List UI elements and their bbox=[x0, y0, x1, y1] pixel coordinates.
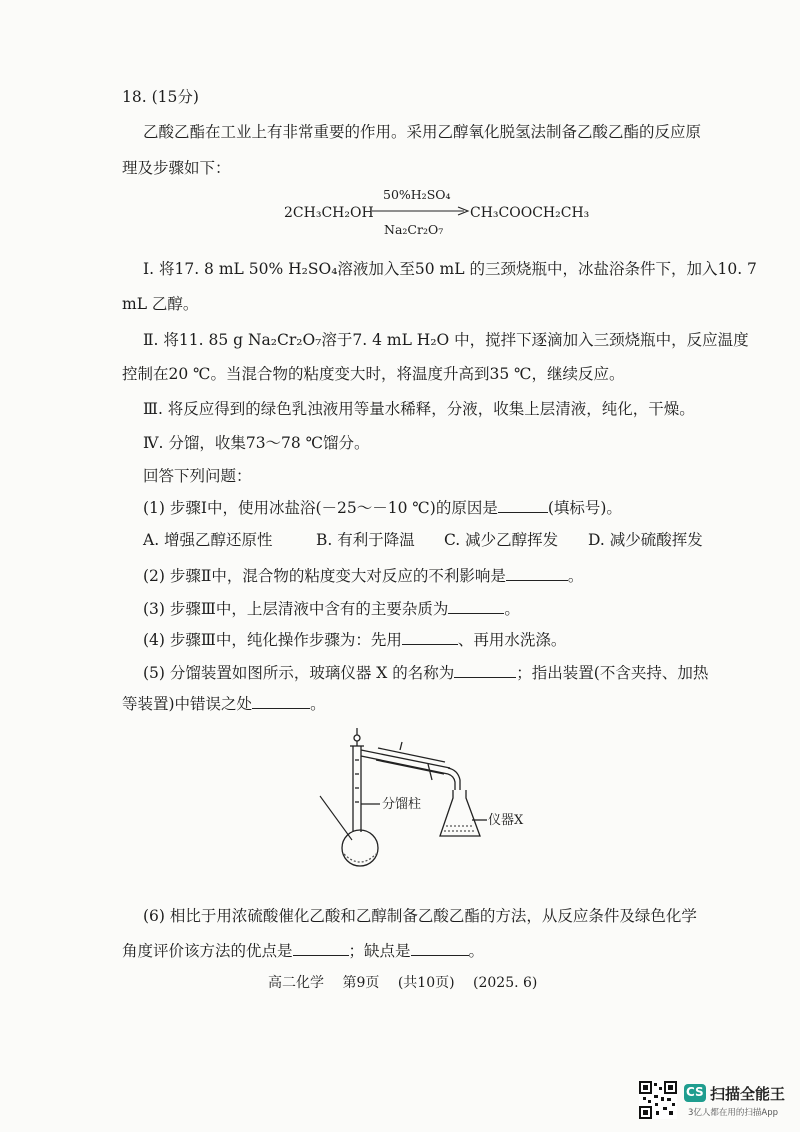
option-d: D. 减少硫酸挥发 bbox=[588, 531, 703, 549]
question-6-line2 bbox=[122, 940, 484, 962]
question-1-suffix: (填标号)。 bbox=[547, 499, 622, 517]
answer-blank-5b[interactable] bbox=[252, 694, 310, 709]
question-5-suffix: 。 bbox=[310, 695, 326, 713]
question-2 bbox=[143, 565, 583, 587]
page-footer bbox=[268, 972, 537, 992]
equation-reactant: 2CH₃CH₂OH bbox=[284, 205, 374, 221]
scanner-app-tagline: 3亿人都在用的扫描App bbox=[688, 1108, 779, 1118]
step-1-line2: mL 乙醇。 bbox=[122, 295, 199, 313]
answer-blank-2[interactable] bbox=[506, 566, 568, 581]
answer-prompt: 回答下列问题： bbox=[143, 467, 252, 485]
qr-code-icon bbox=[639, 1081, 677, 1119]
question-4-suffix: 、再用水洗涤。 bbox=[457, 631, 567, 649]
intro-text-line2: 理及步骤如下： bbox=[122, 159, 231, 177]
question-4-text: (4) 步骤Ⅲ中，纯化操作步骤为：先用 bbox=[143, 631, 402, 649]
step-3: Ⅲ. 将反应得到的绿色乳浊液用等量水稀释，分液，收集上层清液，纯化，干燥。 bbox=[143, 400, 695, 418]
question-2-suffix: 。 bbox=[567, 567, 584, 585]
question-5-line1 bbox=[143, 662, 708, 684]
equation-condition-above: 50%H₂SO₄ bbox=[383, 187, 451, 202]
step-1-line1: Ⅰ. 将17. 8 mL 50% H₂SO₄溶液加入至50 mL 的三颈烧瓶中，冰盐浴条件下，加入10. 7 bbox=[143, 260, 757, 278]
step-2-line1: Ⅱ. 将11. 85 g Na₂Cr₂O₇溶于7. 4 mL H₂O 中，搅拌下逐滴加入三颈烧瓶中，反应温度 bbox=[143, 331, 749, 349]
round-bottom-flask bbox=[342, 830, 378, 866]
question-number: 18. (15分) bbox=[122, 88, 199, 106]
question-3-text: (3) 步骤Ⅲ中，上层清液中含有的主要杂质为 bbox=[143, 600, 449, 618]
question-2-text: (2) 步骤Ⅱ中，混合物的粘度变大对反应的不利影响是 bbox=[143, 567, 506, 585]
question-5-middle: ；指出装置(不含夹持、加热 bbox=[516, 664, 709, 682]
question-3-suffix: 。 bbox=[504, 600, 520, 618]
step-4: Ⅳ. 分馏，收集73～78 ℃馏分。 bbox=[143, 434, 370, 452]
answer-blank-5a[interactable] bbox=[454, 663, 516, 678]
question-6-suffix: 。 bbox=[468, 942, 485, 960]
question-1-text: (1) 步骤Ⅰ中，使用冰盐浴(－25～－10 ℃)的原因是 bbox=[143, 499, 498, 517]
option-b: B. 有利于降温 bbox=[316, 531, 415, 549]
option-c: C. 减少乙醇挥发 bbox=[444, 531, 559, 549]
equation-product: CH₃COOCH₂CH₃ bbox=[470, 205, 590, 221]
question-6-middle: ；缺点是 bbox=[348, 942, 411, 960]
question-6-text: 角度评价该方法的优点是 bbox=[122, 942, 293, 960]
scanner-app-name: 扫描全能王 bbox=[710, 1085, 786, 1103]
question-4 bbox=[143, 629, 566, 651]
question-5-line2 bbox=[122, 693, 326, 715]
footer-date: (2025. 6) bbox=[473, 975, 538, 991]
answer-blank-3[interactable] bbox=[448, 599, 504, 614]
question-1 bbox=[143, 497, 622, 519]
footer-subject: 高二化学 bbox=[268, 975, 324, 991]
answer-blank-6b[interactable] bbox=[411, 941, 469, 956]
equation-condition-below: Na₂Cr₂O₇ bbox=[384, 222, 444, 237]
footer-page: 第9页 bbox=[342, 975, 380, 991]
intro-text-line1: 乙酸乙酯在工业上有非常重要的作用。采用乙醇氧化脱氢法制备乙酸乙酯的反应原 bbox=[143, 123, 702, 141]
answer-blank-6a[interactable] bbox=[293, 941, 349, 956]
question-5-text-2: 等装置)中错误之处 bbox=[122, 695, 253, 713]
reaction-arrow bbox=[372, 206, 470, 216]
label-instrument-x: 仪器X bbox=[488, 813, 524, 828]
scanner-app-badge: CS bbox=[686, 1085, 704, 1099]
step-2-line2: 控制在20 ℃。当混合物的粘度变大时，将温度升高到35 ℃，继续反应。 bbox=[122, 365, 625, 383]
footer-total-pages: (共10页) bbox=[397, 975, 455, 991]
label-fractionating-column: 分馏柱 bbox=[382, 797, 422, 812]
question-6-line1: (6) 相比于用浓硫酸催化乙酸和乙醇制备乙酸乙酯的方法，从反应条件及绿色化学 bbox=[143, 907, 697, 925]
question-5-text: (5) 分馏装置如图所示，玻璃仪器 X 的名称为 bbox=[143, 664, 455, 682]
receiving-flask bbox=[440, 790, 480, 836]
answer-blank-1[interactable] bbox=[498, 498, 548, 513]
scanner-app-logo bbox=[684, 1084, 706, 1102]
answer-blank-4[interactable] bbox=[402, 630, 458, 645]
option-a: A. 增强乙醇还原性 bbox=[143, 531, 273, 549]
question-3 bbox=[143, 598, 520, 620]
